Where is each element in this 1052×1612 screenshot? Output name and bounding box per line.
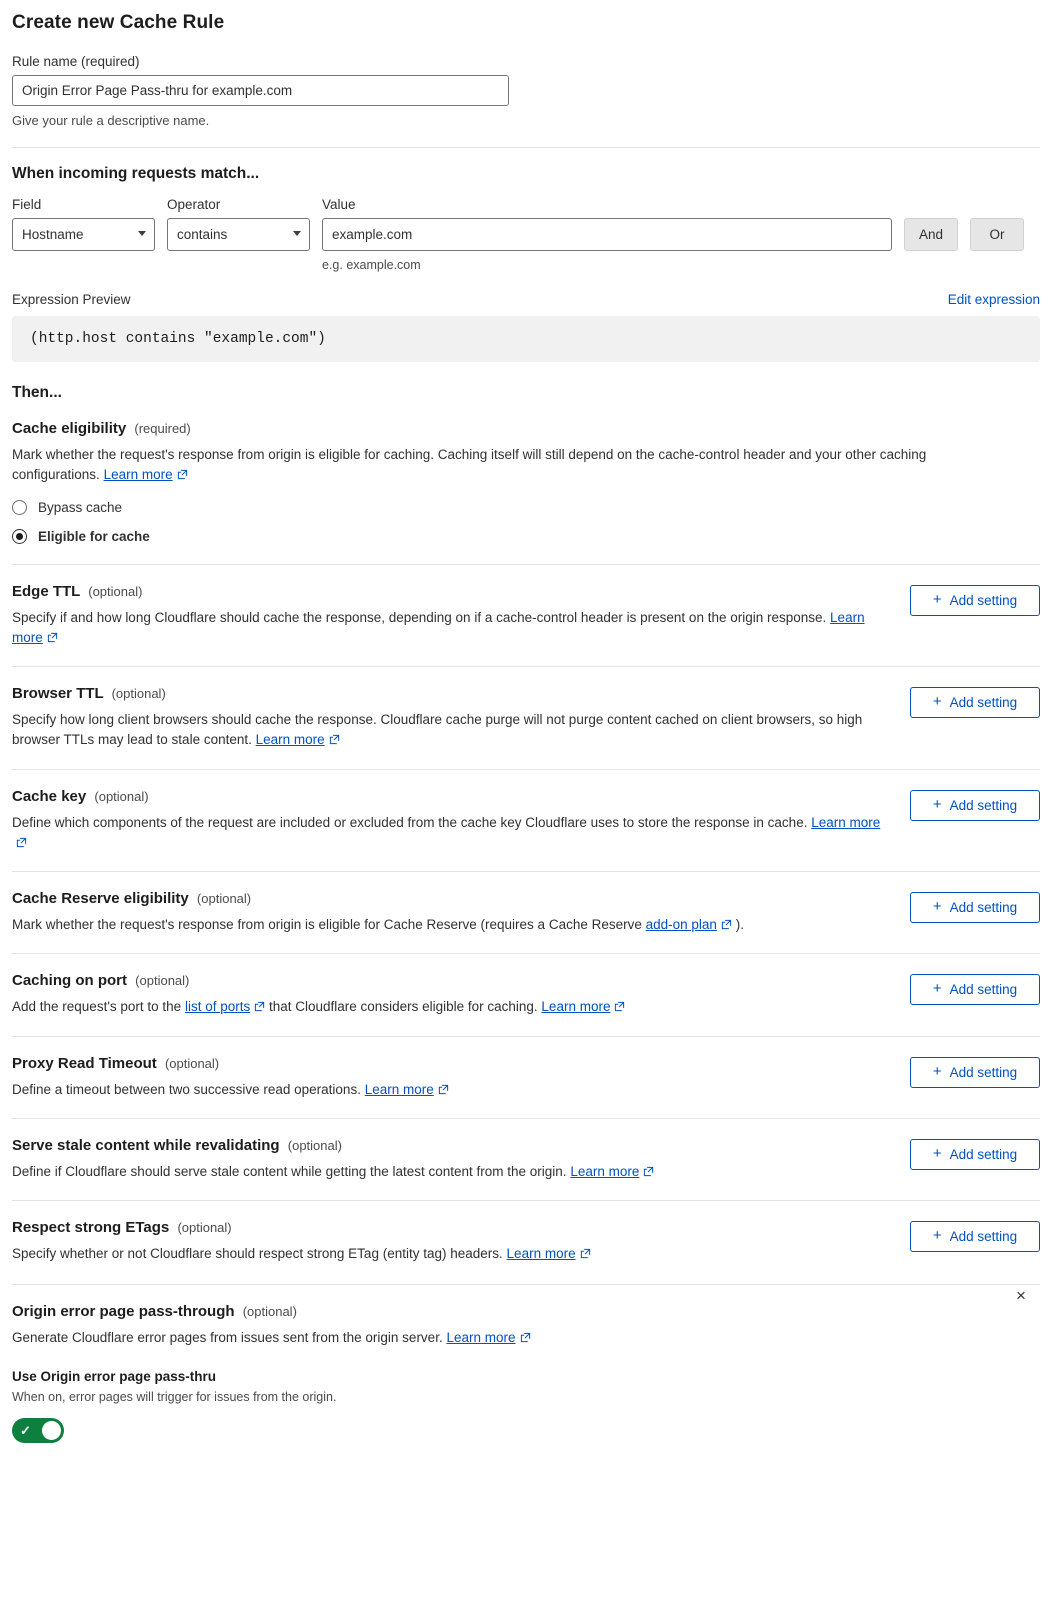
plus-icon: + bbox=[932, 590, 942, 608]
setting-title: Origin error page pass-through bbox=[12, 1303, 235, 1321]
add-setting-button[interactable] bbox=[910, 1221, 1040, 1252]
add-setting-button[interactable] bbox=[910, 790, 1040, 821]
external-link-icon bbox=[580, 1248, 591, 1259]
learn-more-link[interactable]: Learn more bbox=[570, 1163, 640, 1179]
add-setting-label: Add setting bbox=[949, 1146, 1018, 1162]
value-label: Value bbox=[322, 197, 356, 212]
add-setting-label: Add setting bbox=[949, 982, 1018, 998]
close-icon[interactable]: × bbox=[1016, 1286, 1026, 1306]
value-column bbox=[322, 197, 892, 272]
add-setting-button[interactable] bbox=[910, 892, 1040, 923]
origin-error-toggle[interactable] bbox=[12, 1418, 64, 1443]
and-button[interactable]: And bbox=[904, 218, 958, 251]
setting-edge-ttl bbox=[12, 565, 1040, 649]
external-link-icon bbox=[520, 1332, 531, 1343]
setting-description: Specify whether or not Cloudflare should respect strong ETag (entity tag) headers. bbox=[12, 1246, 503, 1261]
setting-title: Cache key bbox=[12, 787, 87, 805]
add-setting-label: Add setting bbox=[949, 592, 1018, 608]
plus-icon: + bbox=[932, 898, 942, 915]
add-setting-button[interactable] bbox=[910, 585, 1040, 616]
setting-description: Define which components of the request are included or excluded from the cache key Cloudflare uses to store the response in cache. bbox=[12, 814, 808, 830]
toggle-knob bbox=[42, 1421, 61, 1440]
operator-label: Operator bbox=[167, 197, 221, 212]
learn-more-link[interactable]: Learn more bbox=[541, 999, 611, 1015]
add-setting-button[interactable] bbox=[910, 1057, 1040, 1088]
expression-preview-label: Expression Preview bbox=[12, 292, 131, 307]
check-icon: ✓ bbox=[20, 1422, 31, 1438]
page-title: Create new Cache Rule bbox=[12, 12, 225, 33]
setting-optional: (optional) bbox=[196, 891, 252, 906]
setting-title: Caching on port bbox=[12, 972, 127, 990]
divider bbox=[12, 147, 1040, 148]
external-link-icon bbox=[721, 919, 732, 930]
plus-icon: + bbox=[932, 795, 942, 813]
setting-optional: (optional) bbox=[94, 788, 149, 804]
learn-more-link[interactable]: Learn more bbox=[12, 609, 865, 645]
setting-title: Proxy Read Timeout bbox=[12, 1054, 157, 1072]
plus-icon: + bbox=[932, 693, 942, 710]
value-hint: e.g. example.com bbox=[322, 258, 421, 272]
setting-description: Define if Cloudflare should serve stale content while getting the latest content from the origin. bbox=[12, 1163, 567, 1179]
setting-optional: (optional) bbox=[88, 583, 143, 599]
setting-description: Mark whether the request's response from origin is eligible for Cache Reserve (requires a Cache Reserve bbox=[12, 917, 642, 932]
add-setting-button[interactable] bbox=[910, 687, 1040, 718]
add-setting-label: Add setting bbox=[949, 900, 1018, 915]
setting-description: Generate Cloudflare error pages from issues sent from the origin server. bbox=[12, 1330, 443, 1346]
and-column bbox=[904, 197, 958, 251]
rule-name-helper: Give your rule a descriptive name. bbox=[12, 113, 210, 128]
setting-title: Respect strong ETags bbox=[12, 1219, 170, 1236]
external-link-icon bbox=[254, 1001, 265, 1012]
rule-name-label: Rule name (required) bbox=[12, 54, 140, 69]
setting-serve-stale-content bbox=[12, 1119, 1040, 1182]
setting-optional: (optional) bbox=[135, 973, 190, 989]
learn-more-link[interactable]: Learn more bbox=[255, 732, 325, 748]
field-column bbox=[12, 197, 155, 251]
add-setting-label: Add setting bbox=[949, 797, 1018, 813]
external-link-icon bbox=[643, 1166, 654, 1177]
cache-eligibility-title bbox=[12, 420, 1040, 437]
radio-bypass-cache[interactable] bbox=[12, 500, 1040, 515]
origin-error-toggle-label: Use Origin error page pass-thru bbox=[12, 1368, 217, 1384]
add-setting-label: Add setting bbox=[949, 1229, 1018, 1244]
origin-error-toggle-sub: When on, error pages will trigger for issues from the origin. bbox=[12, 1389, 337, 1404]
cache-eligibility-title-text: Cache eligibility bbox=[12, 420, 127, 437]
value-input[interactable] bbox=[322, 218, 892, 251]
expression-header bbox=[12, 292, 1040, 307]
setting-title: Serve stale content while revalidating bbox=[12, 1136, 280, 1154]
setting-title: Cache Reserve eligibility bbox=[12, 890, 189, 907]
radio-icon[interactable] bbox=[12, 529, 27, 544]
external-link-icon bbox=[16, 837, 27, 848]
setting-optional: (optional) bbox=[164, 1055, 220, 1071]
cache-eligibility-description bbox=[12, 445, 1002, 486]
setting-optional: (optional) bbox=[111, 686, 166, 701]
add-setting-label: Add setting bbox=[949, 1064, 1018, 1080]
learn-more-link[interactable]: Learn more bbox=[364, 1081, 434, 1097]
radio-bypass-cache-label: Bypass cache bbox=[38, 499, 123, 515]
setting-optional: (optional) bbox=[287, 1137, 342, 1153]
match-section-title: When incoming requests match... bbox=[12, 165, 260, 182]
setting-title: Edge TTL bbox=[12, 582, 81, 600]
learn-more-link[interactable]: Learn more bbox=[103, 467, 173, 483]
setting-origin-error-page-pass-through bbox=[12, 1285, 1040, 1442]
edit-expression-link[interactable]: Edit expression bbox=[947, 292, 1040, 307]
plus-icon: + bbox=[932, 980, 942, 998]
external-link-icon bbox=[614, 1001, 625, 1012]
and-spacer bbox=[904, 197, 958, 212]
setting-title: Browser TTL bbox=[12, 685, 104, 702]
setting-respect-strong-etags bbox=[12, 1201, 1040, 1264]
setting-browser-ttl bbox=[12, 667, 1040, 751]
setting-description: Add the request's port to the bbox=[12, 999, 182, 1015]
external-link-icon bbox=[177, 469, 188, 480]
setting-description: Define a timeout between two successive read operations. bbox=[12, 1081, 361, 1097]
radio-icon[interactable] bbox=[12, 500, 27, 515]
radio-eligible-for-cache-label: Eligible for cache bbox=[38, 528, 150, 544]
setting-description-post: that Cloudflare considers eligible for caching. bbox=[269, 999, 538, 1015]
cache-eligibility-required: (required) bbox=[134, 421, 191, 436]
match-row bbox=[12, 197, 1040, 272]
setting-description: Specify if and how long Cloudflare should cache the response, depending on if a cache-control header is present on the origin response. bbox=[12, 609, 827, 625]
list-of-ports-link[interactable]: list of ports bbox=[184, 999, 251, 1015]
cache-eligibility-description-text: Mark whether the request's response from origin is eligible for caching. Caching itself will still depend on the cache-control header and your other caching configurations. bbox=[12, 447, 927, 483]
learn-more-link[interactable]: Learn more bbox=[811, 814, 881, 830]
field-label: Field bbox=[12, 197, 42, 212]
add-setting-button[interactable] bbox=[910, 1139, 1040, 1170]
plus-icon: + bbox=[932, 1227, 942, 1244]
cache-eligibility-block bbox=[12, 402, 1040, 544]
operator-select[interactable] bbox=[167, 218, 310, 251]
setting-description: Specify how long client browsers should cache the response. Cloudflare cache purge will not purge content cached on client browsers, so high browser TTLs may lead to stale content. bbox=[12, 712, 863, 748]
operator-column bbox=[167, 197, 310, 251]
learn-more-link[interactable]: Learn more bbox=[506, 1246, 576, 1261]
add-setting-label: Add setting bbox=[949, 695, 1018, 710]
radio-eligible-for-cache[interactable] bbox=[12, 529, 1040, 544]
or-button[interactable]: Or bbox=[970, 218, 1024, 251]
plus-icon: + bbox=[932, 1062, 942, 1080]
setting-optional: (optional) bbox=[242, 1304, 297, 1320]
setting-description-post: ). bbox=[735, 917, 744, 932]
add-setting-button[interactable] bbox=[910, 974, 1040, 1005]
field-select-wrap bbox=[12, 218, 155, 251]
setting-caching-on-port bbox=[12, 954, 1040, 1017]
operator-select-wrap bbox=[167, 218, 310, 251]
or-spacer bbox=[970, 197, 1024, 212]
then-title: Then... bbox=[12, 384, 62, 401]
field-select[interactable] bbox=[12, 218, 155, 251]
setting-cache-reserve-eligibility bbox=[12, 872, 1040, 935]
plus-icon: + bbox=[932, 1144, 942, 1162]
external-link-icon bbox=[329, 734, 340, 745]
expression-preview: (http.host contains "example.com") bbox=[12, 316, 1040, 362]
add-on-plan-link[interactable]: add-on plan bbox=[645, 917, 717, 932]
setting-proxy-read-timeout bbox=[12, 1037, 1040, 1100]
or-column bbox=[970, 197, 1024, 251]
setting-cache-key bbox=[12, 770, 1040, 854]
rule-name-input[interactable] bbox=[12, 75, 509, 106]
external-link-icon bbox=[47, 632, 58, 643]
learn-more-link[interactable]: Learn more bbox=[446, 1330, 516, 1346]
external-link-icon bbox=[438, 1084, 449, 1095]
setting-optional: (optional) bbox=[177, 1220, 232, 1235]
